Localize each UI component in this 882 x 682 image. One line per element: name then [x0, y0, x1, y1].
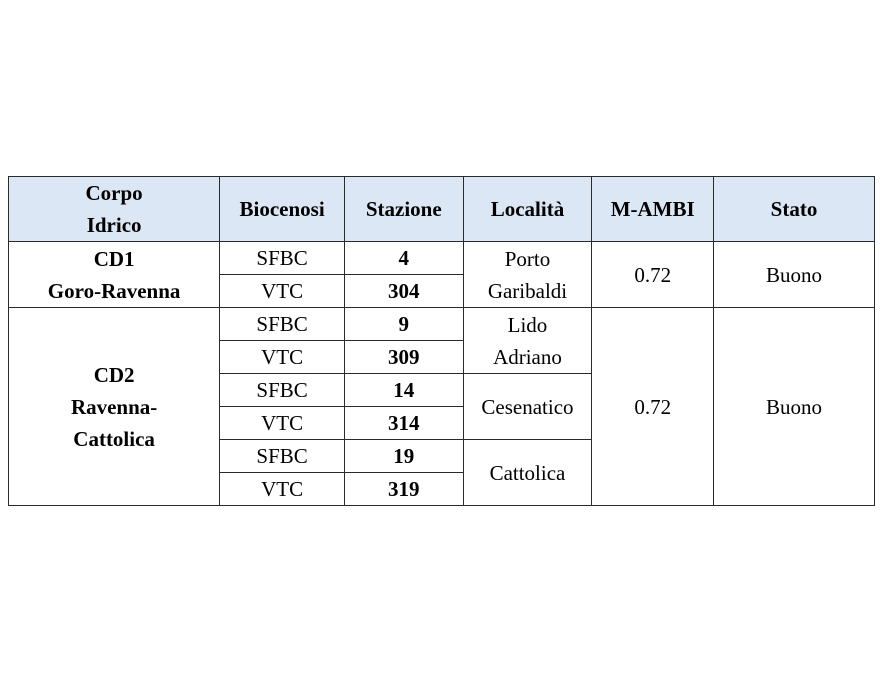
header-stazione: Stazione: [344, 177, 463, 242]
cd2-name-line2: Ravenna-: [70, 394, 158, 419]
results-table: [8, 176, 875, 506]
header-mambi: M-AMBI: [592, 177, 714, 242]
mambi-cell: 0.72: [592, 242, 714, 308]
header-localita: Località: [463, 177, 592, 242]
stazione-cell: 19: [344, 440, 463, 473]
header-corpo-idrico: [9, 177, 220, 242]
localita-cell: Cesenatico: [463, 374, 592, 440]
stato-cell: Buono: [714, 242, 875, 308]
localita-line2: Garibaldi: [487, 278, 568, 303]
biocenosi-cell: VTC: [220, 407, 345, 440]
stazione-cell: 309: [344, 341, 463, 374]
localita-cell: [463, 242, 592, 308]
cd2-name-line1: CD2: [93, 362, 135, 387]
biocenosi-cell: VTC: [220, 341, 345, 374]
stazione-cell: 4: [344, 242, 463, 275]
stazione-cell: 314: [344, 407, 463, 440]
biocenosi-cell: SFBC: [220, 242, 345, 275]
biocenosi-cell: SFBC: [220, 308, 345, 341]
localita-cell: [463, 308, 592, 374]
stazione-cell: 304: [344, 275, 463, 308]
stato-cell: Buono: [714, 308, 875, 506]
biocenosi-cell: SFBC: [220, 374, 345, 407]
biocenosi-cell: VTC: [220, 473, 345, 506]
cd2-name-line3: Cattolica: [73, 426, 155, 451]
stazione-cell: 9: [344, 308, 463, 341]
cd1-name-line1: CD1: [93, 246, 135, 271]
table-row: [9, 242, 875, 275]
cd1-name-line2: Goro-Ravenna: [47, 278, 181, 303]
corpo-idrico-cd1: [9, 242, 220, 308]
biocenosi-cell: SFBC: [220, 440, 345, 473]
stazione-cell: 14: [344, 374, 463, 407]
stazione-cell: 319: [344, 473, 463, 506]
header-corpo-line1: Corpo: [85, 181, 143, 205]
header-row: [9, 177, 875, 242]
localita-line2: Adriano: [493, 344, 562, 369]
biocenosi-cell: VTC: [220, 275, 345, 308]
mambi-cell: 0.72: [592, 308, 714, 506]
header-biocenosi: Biocenosi: [220, 177, 345, 242]
corpo-idrico-cd2: [9, 308, 220, 506]
localita-line1: Lido: [507, 312, 548, 337]
localita-cell: Cattolica: [463, 440, 592, 506]
header-stato: Stato: [714, 177, 875, 242]
table-row: [9, 308, 875, 341]
localita-line1: Porto: [504, 246, 551, 271]
header-corpo-line2: Idrico: [86, 213, 142, 237]
